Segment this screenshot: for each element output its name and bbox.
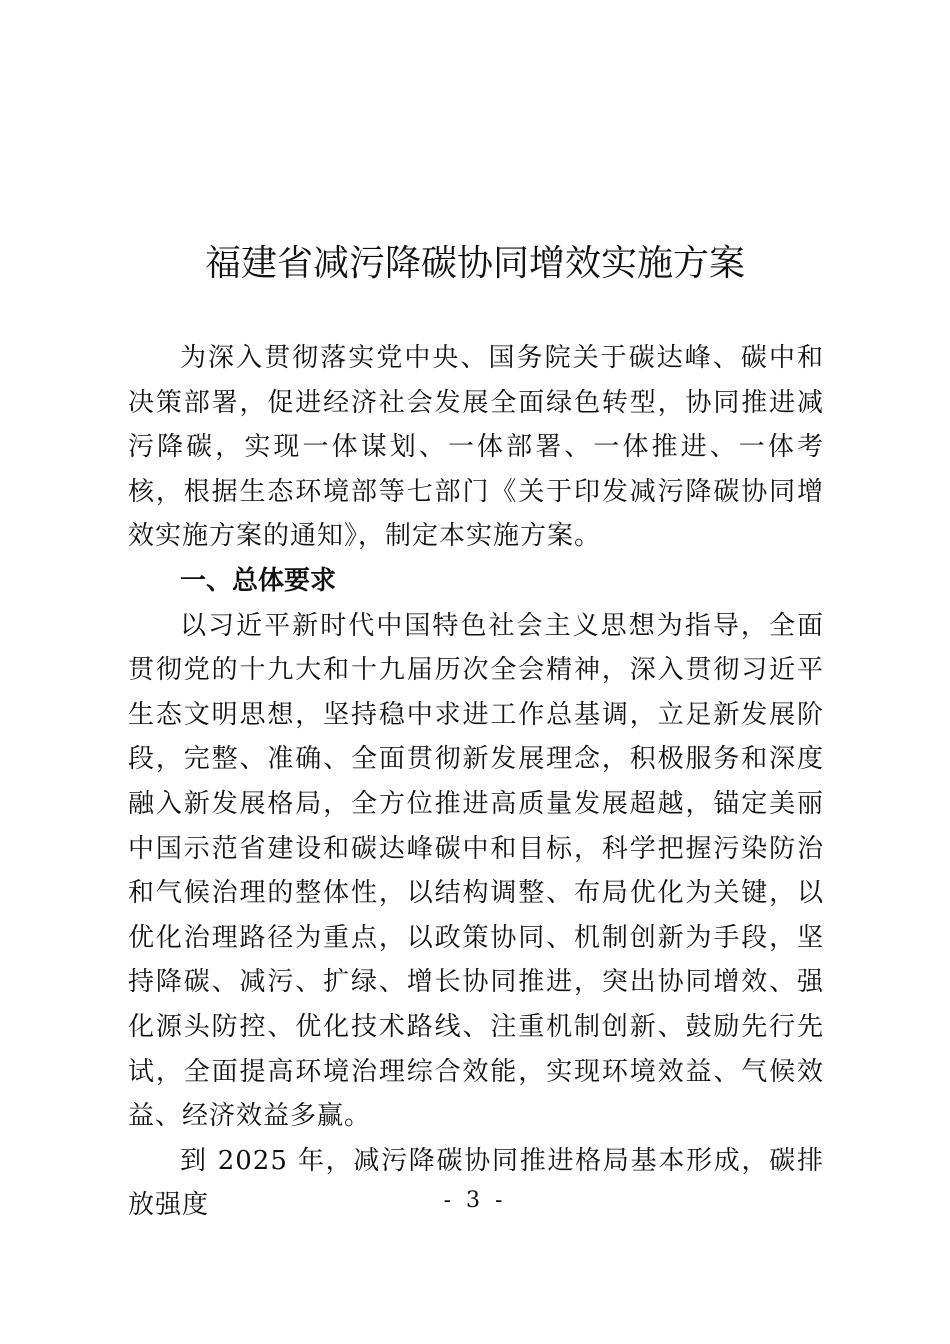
intro-paragraph: 为深入贯彻落实党中央、国务院关于碳达峰、碳中和决策部署，促进经济社会发展全面绿色转型，协同推进减污降碳，实现一体谋划、一体部署、一体推进、一体考核，根据生态环境部等七部门《关于印发减污降碳协同增效实施方案的通知》，制定本实施方案。 (128, 343, 824, 552)
page-number: - 3 - (443, 1188, 507, 1213)
general-requirements-paragraph: 以习近平新时代中国特色社会主义思想为指导，全面贯彻党的十九大和十九届历次全会精神，深入贯彻习近平生态文明思想，坚持稳中求进工作总基调，立足新发展阶段，完整、准确、全面贯彻新发展理念，积极服务和深度融入新发展格局，全方位推进高质量发展超越，锚定美丽中国示范省建设和碳达峰碳中和目标，科学把握污染防治和气候治理的整体性，以结构调整、布局优化为关键，以优化治理路径为重点，以政策协同、机制创新为手段，坚持降碳、减污、扩绿、增长协同推进，突出协同增效、强化源头防控、优化技术路线、注重机制创新、鼓励先行先试，全面提高环境治理综合效能，实现环境效益、气候效益、经济效益多赢。 (128, 610, 824, 1132)
document-body (128, 336, 824, 1228)
section-heading-general-requirements: 一、总体要求 (180, 565, 337, 596)
target-2025-paragraph: 到 2025 年，减污降碳协同推进格局基本形成，碳排放强度 (128, 1145, 824, 1221)
document-title: 福建省减污降碳协同增效实施方案 (204, 243, 745, 284)
